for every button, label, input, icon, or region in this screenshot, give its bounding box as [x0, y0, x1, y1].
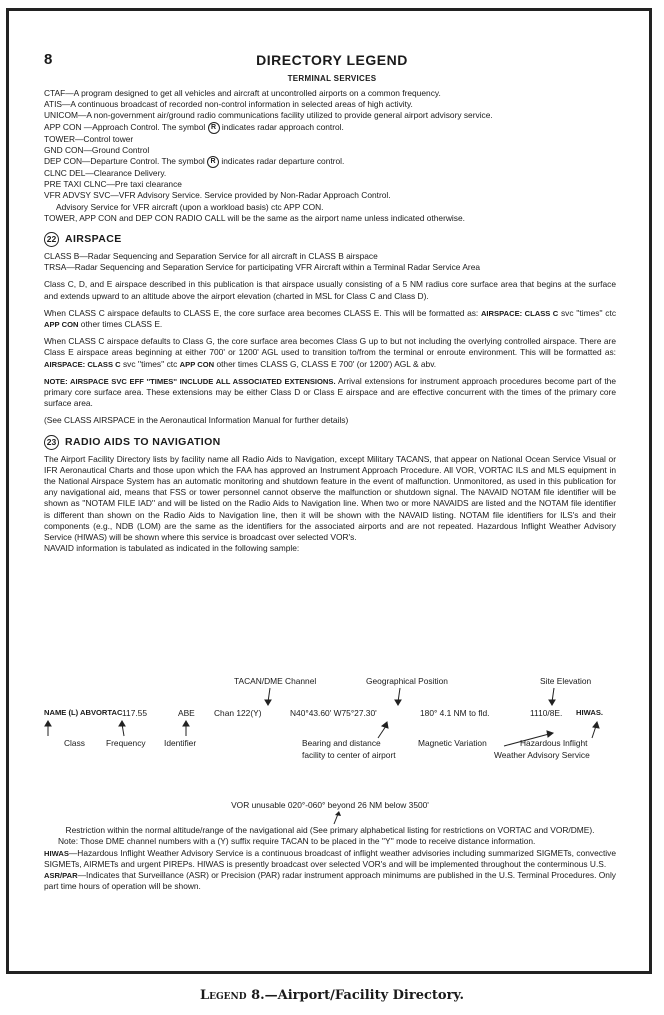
dep-con-line: DEP CON—Departure Control. The symbol R indicates radar departure control. — [44, 156, 345, 167]
bearing-label-2: facility to center of airport — [302, 750, 396, 760]
arrowhead-icon — [547, 731, 553, 737]
dme-note: Note: Those DME channel numbers with a (Y) suffix require TACAN to be placed in the ''Y'' mode to receive distance information. — [58, 836, 536, 847]
sample-position: N40°43.60' W75°27.30' — [290, 708, 377, 718]
bearing-label: Bearing and distance — [302, 738, 381, 748]
sample-elevation: 1110/8E. — [530, 708, 563, 718]
identifier-label: Identifier — [164, 738, 197, 748]
arrowhead-icon — [382, 722, 388, 728]
arrow-bearing — [378, 726, 386, 738]
sample-name: NAME (L) ABVORTAC — [44, 708, 123, 717]
arrowhead-icon — [265, 700, 271, 705]
class-g-default-paragraph: When CLASS C airspace defaults to Class G, the core surface area becomes Class G up to but not including the overlying controlled airspace. There are Class E airspace areas beginning at either 700' or 1200' AGL used to transition to/from the terminal or enroute environment. This will be formatted as: AIRSPACE: CLASS C svc ''times'' ctc APP CON other times CLASS G, CLASS E 700' (or 1200') AGL & abv. — [44, 336, 616, 369]
radar-symbol-icon: R — [207, 156, 219, 168]
tower-line: TOWER—Control tower — [44, 133, 134, 144]
hiwas-paragraph: HIWAS—Hazardous Inflight Weather Advisory Service is a continuous broadcast of inflight weather advisories including summarized SIGMETs, convective SIGMETs, AIRMETs and urgent PIREPs. HIWAS is presently broadcast over selected VOR's and will be implemented throughout the conterminous U.S. — [44, 847, 616, 869]
sample-identifier: ABE — [178, 708, 195, 718]
airspace-see-also: (See CLASS AIRSPACE in the Aeronautical Information Manual for further details) — [44, 415, 349, 426]
site-elevation-label: Site Elevation — [540, 676, 592, 686]
radar-symbol-icon: R — [208, 122, 220, 134]
unicom-line: UNICOM—A non-government air/ground radio communications facility utilized to provide general airport advisory service. — [44, 110, 493, 121]
sample-frequency: 117.55 — [122, 708, 147, 718]
asr-par-paragraph: ASR/PAR—Indicates that Surveillance (ASR) or Precision (PAR) radar instrument approach minimums are published in the U.S. Terminal Procedures. Only part time hours of operation will be shown. — [44, 870, 616, 892]
page-number: 8 — [44, 51, 53, 68]
radio-aids-paragraph: The Airport Facility Directory lists by facility name all Radio Aids to Navigation, except Military TACANS, that appear on National Ocean Service Visual or IFR Aeronautical Charts and those upon which the FAA has approved an Instrument Approach Procedure. All VOR, VORTAC ILS and MLS equipment in the National Airspace System has an automatic monitoring and shutdown feature in the event of malfunction. Unmonitored, as used in this publication for any navigational aid, means that FSS or tower personnel cannot observe the malfunction or shutdown signal. The NAVAID NOTAM file identifier will be shown as ''NOTAM FILE IAD'' and will be listed on the Radio Aids to Navigation line. When two or more NAVAIDS are listed and the NOTAM file identifier is different than shown on the Radio Aids to Navigation line, then it will be shown with the NAVAID listing. NOTAM file identifiers for ILS's and their components (e.g., NDB (LOM) are the same as the identifiers for the associated airports and are not repeated. Hazardous Inflight Weather Advisory Service (HIWAS) will be shown where this service is broadcast over selected VOR's. — [44, 453, 616, 543]
arrowhead-icon — [335, 811, 341, 816]
arrowhead-icon — [395, 700, 401, 705]
navaid-sample-diagram — [44, 676, 616, 796]
vfr-advisory-line: Advisory Service for VFR aircraft (upon a workload basis) ctc APP CON. — [56, 201, 324, 212]
trsa-line: TRSA—Radar Sequencing and Separation Service for participating VFR Aircraft within a Terminal Radar Service Area — [44, 262, 481, 273]
vor-unusable-line: VOR unusable 020°-060° beyond 26 NM below 3500' — [231, 800, 429, 810]
section-subtitle: TERMINAL SERVICES — [287, 74, 377, 83]
tacan-label: TACAN/DME Channel — [234, 676, 317, 686]
navaid-sample-intro: NAVAID information is tabulated as indicated in the following sample: — [44, 543, 300, 554]
radio-aids-heading: 23 RADIO AIDS TO NAVIGATION — [44, 435, 616, 450]
restriction-arrow — [44, 811, 616, 825]
restriction-line: Restriction within the normal altitude/range of the navigational aid (See primary alphabetical listing for restrictions on VORTAC and VOR/DME). — [65, 825, 595, 836]
atis-line: ATIS—A continuous broadcast of recorded non-control information in selected areas of high activity. — [44, 99, 413, 110]
airspace-note-paragraph: NOTE: AIRSPACE SVC EFF ''TIMES'' INCLUDE ALL ASSOCIATED EXTENSIONS. Arrival extensions for instrument approach procedures become part of the primary core surface area. These extensions may be either Class D or Class E airspace and are effective concurrent with the times of the primary core surface area. — [44, 375, 617, 409]
class-e-default-paragraph: When CLASS C airspace defaults to CLASS E, the core surface area becomes CLASS E. This will be formatted as: AIRSPACE: CLASS C svc ''times'' ctc APP CON other times CLASS E. — [44, 307, 617, 330]
hiwas-label-2: Weather Advisory Service — [494, 750, 590, 760]
arrowhead-icon — [45, 721, 51, 726]
vfr-advsy-line: VFR ADVSY SVC—VFR Advisory Service. Service provided by Non-Radar Approach Control. — [44, 190, 391, 201]
page-title: DIRECTORY LEGEND — [256, 52, 408, 68]
class-b-line: CLASS B—Radar Sequencing and Separation Service for all aircraft in CLASS B airspace — [44, 251, 378, 262]
pre-taxi-line: PRE TAXI CLNC—Pre taxi clearance — [44, 179, 182, 190]
section-number-badge: 22 — [44, 232, 59, 247]
arrowhead-icon — [183, 721, 189, 726]
frequency-label: Frequency — [106, 738, 146, 748]
airspace-heading: 22 AIRSPACE — [44, 232, 616, 247]
ctaf-line: CTAF—A program designed to get all vehicles and aircraft at uncontrolled airports on a common frequency. — [44, 88, 441, 98]
hiwas-label: Hazardous Inflight — [520, 738, 588, 748]
section-number-badge: 23 — [44, 435, 59, 450]
sample-hiwas: HIWAS. — [576, 708, 604, 717]
magnetic-variation-label: Magnetic Variation — [418, 738, 487, 748]
gnd-con-line: GND CON—Ground Control — [44, 144, 150, 155]
sample-arrows — [44, 676, 616, 796]
clnc-del-line: CLNC DEL—Clearance Delivery. — [44, 168, 167, 179]
geo-position-label: Geographical Position — [366, 676, 448, 686]
legend-body — [44, 88, 616, 555]
arrowhead-icon — [549, 700, 555, 705]
sample-bearing: 180° 4.1 NM to fld. — [420, 708, 490, 718]
arrowhead-icon — [593, 722, 599, 728]
app-con-line: APP CON —Approach Control. The symbol R indicates radar approach control. — [44, 121, 344, 132]
airspace-paragraph: Class C, D, and E airspace described in this publication is that airspace usually consisting of a 5 NM radius core surface area that begins at the surface and extends upward to an altitude above the airport elevation (charted in MSL for Class C and Class D). — [44, 279, 616, 301]
arrowhead-icon — [119, 721, 125, 726]
post-sample-text — [44, 800, 616, 892]
sample-channel: Chan 122(Y) — [214, 708, 262, 718]
radio-call-line: TOWER, APP CON and DEP CON RADIO CALL will be the same as the airport name unless indicated otherwise. — [44, 212, 465, 223]
figure-caption: Legend 8.—Airport/Facility Directory. — [199, 988, 465, 1003]
class-label: Class — [64, 738, 85, 748]
